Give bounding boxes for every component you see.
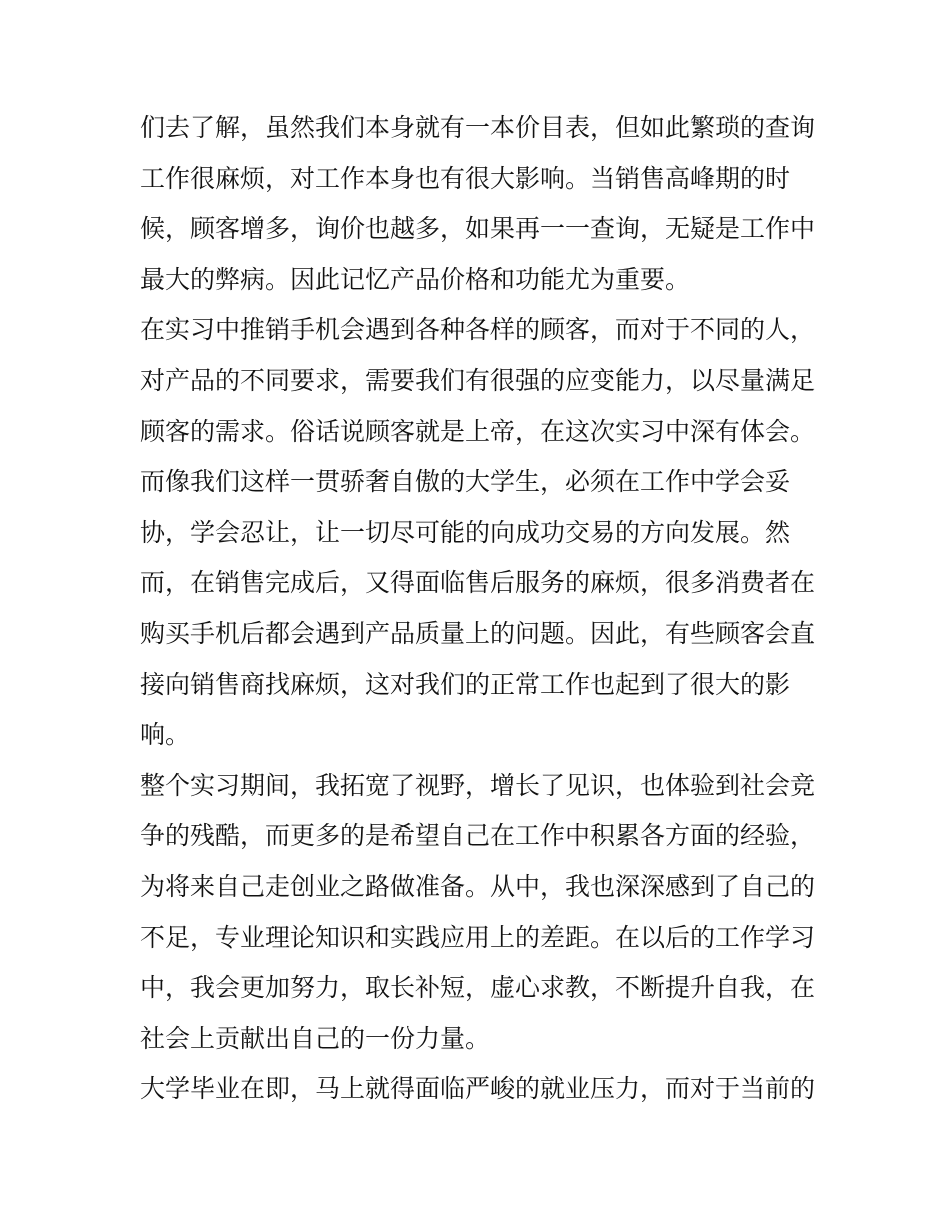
text-line: 整个实习期间，我拓宽了视野，增长了见识，也体验到社会竞	[140, 770, 816, 800]
text-line: 而，在销售完成后，又得面临售后服务的麻烦，很多消费者在	[140, 568, 816, 598]
text-line: 协，学会忍让，让一切尽可能的向成功交易的方向发展。然	[140, 517, 791, 547]
text-line: 最大的弊病。因此记忆产品价格和功能尤为重要。	[140, 264, 691, 294]
paragraph-3	[140, 761, 830, 1065]
text-line: 接向销售商找麻烦，这对我们的正常工作也起到了很大的影	[140, 669, 791, 699]
text-line: 顾客的需求。俗话说顾客就是上帝，在这次实习中深有体会。	[140, 416, 816, 446]
text-line: 争的残酷，而更多的是希望自己在工作中积累各方面的经验，	[140, 821, 816, 851]
text-line: 们去了解，虽然我们本身就有一本价目表，但如此繁琐的查询	[140, 113, 816, 142]
text-line: 响。	[140, 720, 191, 750]
text-line: 在实习中推销手机会遇到各种各样的顾客，而对于不同的人，	[140, 315, 816, 345]
text-line: 为将来自己走创业之路做准备。从中，我也深深感到了自己的	[140, 871, 816, 901]
text-line: 社会上贡献出自己的一份力量。	[140, 1023, 491, 1053]
text-line: 大学毕业在即，马上就得面临严峻的就业压力，而对于当前的	[140, 1074, 816, 1104]
text-line: 购买手机后都会遇到产品质量上的问题。因此，有些顾客会直	[140, 618, 816, 648]
text-line: 对产品的不同要求，需要我们有很强的应变能力，以尽量满足	[140, 365, 816, 395]
text-line: 工作很麻烦，对工作本身也有很大影响。当销售高峰期的时	[140, 163, 791, 193]
text-line: 不足，专业理论知识和实践应用上的差距。在以后的工作学习	[140, 922, 816, 952]
text-line: 中，我会更加努力，取长补短，虚心求教，不断提升自我，在	[140, 973, 816, 1003]
paragraph-4	[140, 1064, 830, 1115]
paragraph-1	[140, 103, 830, 305]
text-line: 候，顾客增多，询价也越多，如果再一一查询，无疑是工作中	[140, 214, 816, 244]
paragraph-2	[140, 305, 830, 760]
text-line: 而像我们这样一贯骄奢自傲的大学生，必须在工作中学会妥	[140, 467, 791, 497]
body-text	[140, 103, 830, 1115]
